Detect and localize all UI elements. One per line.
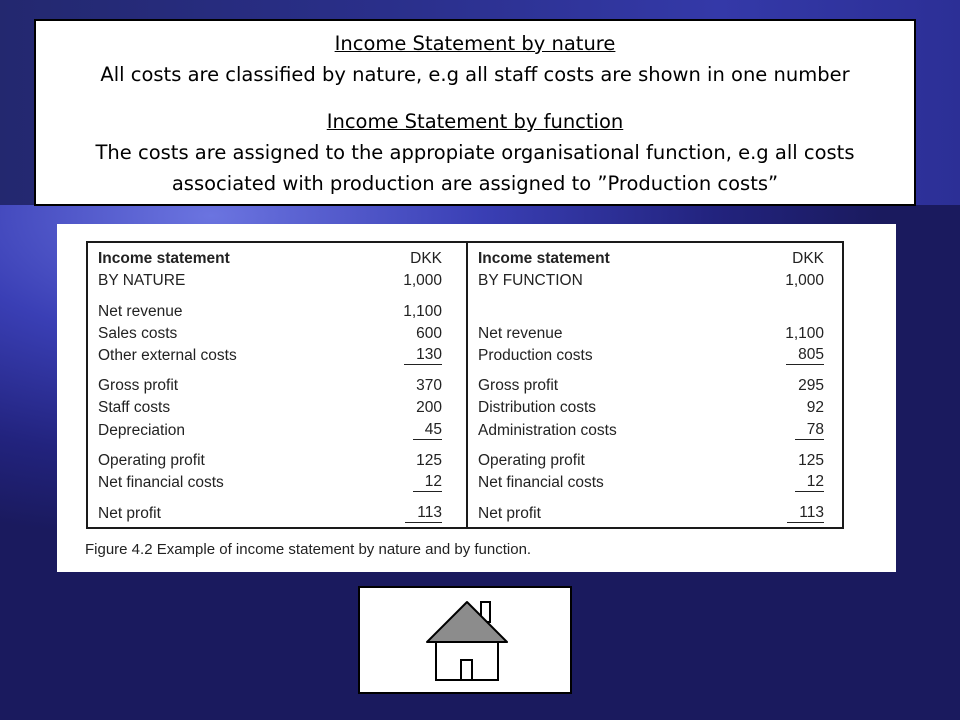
income-statement-figure bbox=[57, 224, 896, 572]
right-row-label: Net profit bbox=[478, 505, 541, 522]
right-row-value: 12 bbox=[795, 473, 824, 492]
left-row-label: Sales costs bbox=[98, 325, 178, 342]
right-row-value: 92 bbox=[806, 399, 824, 416]
left-row-label: Staff costs bbox=[98, 399, 171, 416]
heading-by-function: Income Statement by function bbox=[326, 110, 624, 133]
left-row-value: 200 bbox=[416, 399, 442, 416]
left-row-value: 113 bbox=[405, 504, 442, 523]
right-row-label: Operating profit bbox=[478, 452, 585, 469]
left-row-value: 12 bbox=[413, 473, 442, 492]
right-title: Income statement bbox=[478, 250, 610, 267]
column-divider bbox=[466, 243, 468, 527]
right-row-value: 295 bbox=[798, 377, 824, 394]
definition-text-box bbox=[34, 19, 916, 206]
figure-caption: Figure 4.2 Example of income statement by nature and by function. bbox=[85, 541, 532, 558]
left-title: Income statement bbox=[98, 250, 230, 267]
right-row-value: 1,100 bbox=[785, 325, 824, 342]
home-button[interactable] bbox=[358, 586, 572, 694]
home-icon bbox=[422, 598, 512, 684]
income-statement-table bbox=[86, 241, 844, 529]
right-row-value: 78 bbox=[795, 421, 824, 440]
right-unit: 1,000 bbox=[785, 272, 824, 289]
right-subtitle: BY FUNCTION bbox=[478, 272, 583, 289]
right-row-value: 125 bbox=[798, 452, 824, 469]
left-row-label: Gross profit bbox=[98, 377, 179, 394]
left-row-value: 45 bbox=[413, 421, 442, 440]
left-subtitle: BY NATURE bbox=[98, 272, 186, 289]
right-row-value: 805 bbox=[786, 346, 824, 365]
right-row-label: Net financial costs bbox=[478, 474, 604, 491]
left-row-label: Other external costs bbox=[98, 347, 237, 364]
left-row-label: Net profit bbox=[98, 505, 161, 522]
left-row-value: 600 bbox=[416, 325, 442, 342]
left-unit: 1,000 bbox=[403, 272, 442, 289]
left-row-label: Depreciation bbox=[98, 422, 186, 439]
description-by-function-line-1: The costs are assigned to the appropiate organisational function, e.g all costs bbox=[95, 141, 855, 164]
right-row-label: Gross profit bbox=[478, 377, 559, 394]
left-row-value: 1,100 bbox=[403, 303, 442, 320]
left-row-value: 370 bbox=[416, 377, 442, 394]
left-row-label: Operating profit bbox=[98, 452, 205, 469]
right-currency: DKK bbox=[792, 250, 824, 267]
left-row-value: 125 bbox=[416, 452, 442, 469]
right-row-label: Administration costs bbox=[478, 422, 617, 439]
right-row-label: Distribution costs bbox=[478, 399, 597, 416]
left-row-value: 130 bbox=[404, 346, 442, 365]
description-by-function-line-2: associated with production are assigned to ”Production costs” bbox=[171, 172, 779, 195]
heading-by-nature: Income Statement by nature bbox=[334, 32, 616, 55]
left-row-label: Net financial costs bbox=[98, 474, 224, 491]
left-currency: DKK bbox=[410, 250, 442, 267]
left-row-label: Net revenue bbox=[98, 303, 183, 320]
right-row-label: Net revenue bbox=[478, 325, 563, 342]
description-by-nature: All costs are classified by nature, e.g all staff costs are shown in one number bbox=[100, 63, 850, 86]
right-row-value: 113 bbox=[787, 504, 824, 523]
right-row-label: Production costs bbox=[478, 347, 593, 364]
